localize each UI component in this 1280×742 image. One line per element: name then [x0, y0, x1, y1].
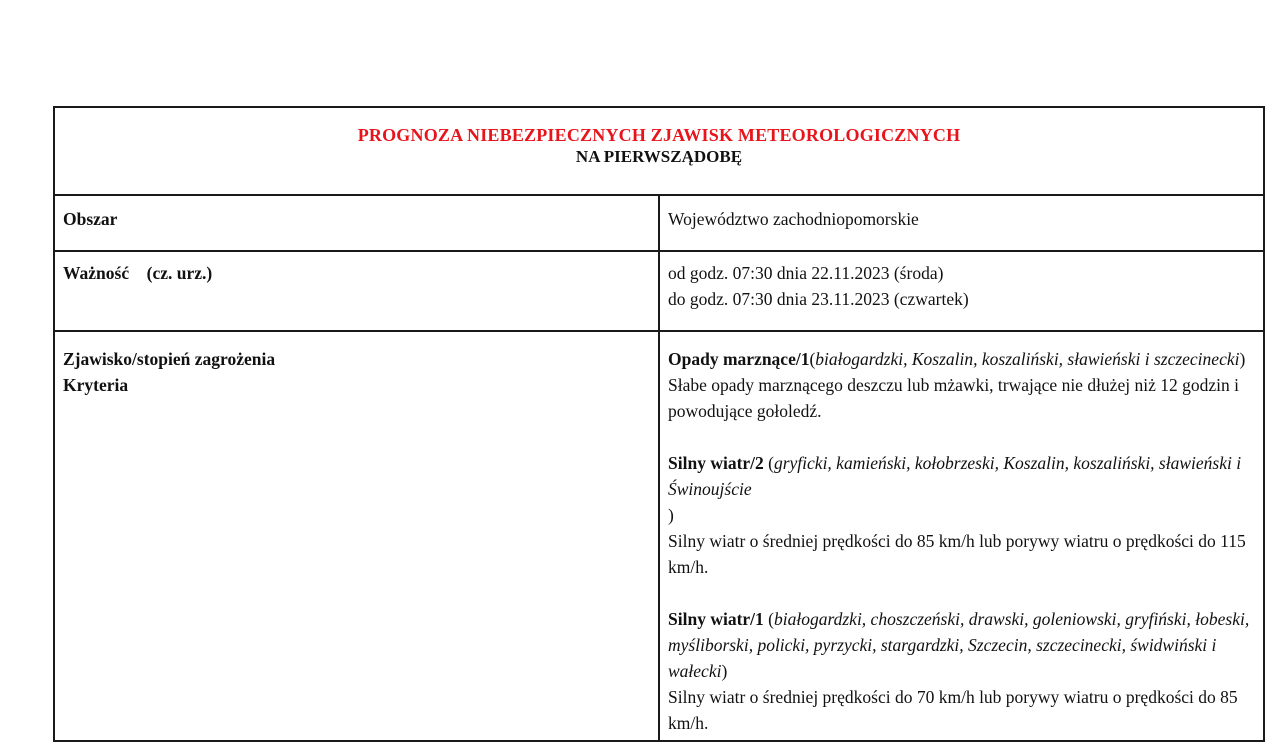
validity-label-cell: [54, 251, 659, 331]
document-title: PROGNOZA NIEBEZPIECZNYCH ZJAWISK METEOROLOGICZNYCH: [357, 125, 961, 145]
warning-item-freezing-rain: [668, 346, 1255, 424]
spacer: [668, 580, 1255, 606]
warning-description: Silny wiatr o średniej prędkości do 85 km/h lub porywy wiatru o prędkości do 115 km/h.: [668, 531, 1246, 577]
validity-row: [54, 251, 1264, 331]
spacer: [668, 424, 1255, 450]
validity-value-cell: [659, 251, 1264, 331]
validity-to: do godz. 07:30 dnia 23.11.2023 (czwartek): [668, 289, 969, 309]
warning-description: Słabe opady marznącego deszczu lub mżawki, trwające nie dłużej niż 12 godzin i powodujące gołoledź.: [668, 375, 1239, 421]
paren-open: (: [763, 453, 774, 473]
warning-regions: gryficki, kamieński, kołobrzeski, Koszalin, koszaliński, sławieński i Świnoujście: [668, 453, 1242, 499]
area-value: Województwo zachodniopomorskie: [659, 195, 1264, 251]
title-row: [54, 107, 1264, 195]
warning-item-strong-wind-2: [668, 450, 1255, 580]
warning-heading: [668, 606, 1255, 684]
paren-close: ): [1239, 349, 1246, 369]
validity-label-suffix: (cz. urz.): [146, 263, 213, 283]
area-label: Obszar: [54, 195, 659, 251]
paren-close: ): [668, 505, 674, 525]
criteria-label: Kryteria: [63, 375, 129, 395]
warning-heading: [668, 450, 1255, 528]
area-row: [54, 195, 1264, 251]
warning-heading: [668, 346, 1255, 372]
document-subtitle: NA PIERWSZĄDOBĘ: [575, 147, 743, 166]
warning-item-strong-wind-1: [668, 606, 1255, 736]
paren-open: (: [763, 609, 774, 629]
paren-close: ): [721, 661, 728, 681]
paren-open: (: [809, 349, 816, 369]
warning-regions: białogardzki, choszczeński, drawski, goleniowski, gryfiński, łobeski, myśliborski, policki, pyrzycki, stargardzki, Szczecin, szczecinecki, świdwiński i wałecki: [668, 609, 1250, 681]
phenomenon-value-cell: [659, 331, 1264, 741]
warning-table: [53, 106, 1265, 742]
warning-name: Silny wiatr/1: [668, 609, 764, 629]
phenomenon-row: [54, 331, 1264, 741]
validity-from: od godz. 07:30 dnia 22.11.2023 (środa): [668, 263, 944, 283]
phenomenon-label-cell: [54, 331, 659, 741]
warning-description: Silny wiatr o średniej prędkości do 70 km/h lub porywy wiatru o prędkości do 85 km/h.: [668, 687, 1238, 733]
warning-name: Opady marznące/1: [668, 349, 810, 369]
phenomenon-label: Zjawisko/stopień zagrożenia: [63, 349, 276, 369]
warning-name: Silny wiatr/2: [668, 453, 764, 473]
title-cell: [54, 107, 1264, 195]
validity-label: Ważność: [63, 263, 130, 283]
warning-regions: białogardzki, Koszalin, koszaliński, sławieński i szczecinecki: [815, 349, 1240, 369]
